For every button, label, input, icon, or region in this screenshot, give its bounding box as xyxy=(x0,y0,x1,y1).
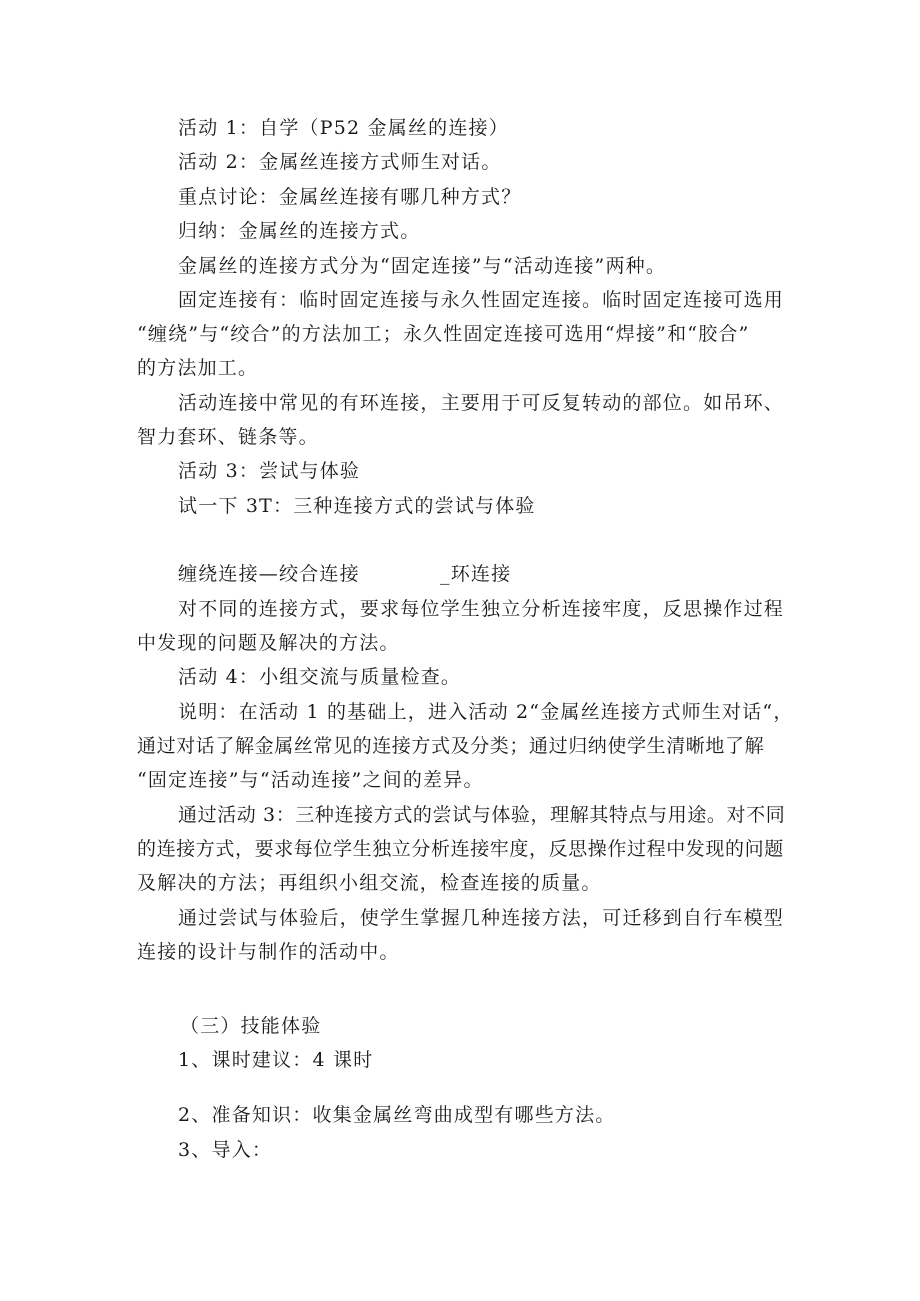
text-line: 通过活动 3：三种连接方式的尝试与体验，理解其特点与用途。对不同 xyxy=(178,804,786,826)
text-line: 通过对话了解金属丝常见的连接方式及分类；通过归纳使学生清晰地了解 xyxy=(137,735,765,757)
text-line: 中发现的问题及解决的方法。 xyxy=(137,632,400,654)
text-line: 活动 4：小组交流与质量检查。 xyxy=(178,666,462,688)
text-line: 活动 3：尝试与体验 xyxy=(178,460,361,482)
text-line: 通过尝试与体验后，使学生掌握几种连接方法，可迁移到自行车模型 xyxy=(178,907,785,929)
text-line: 金属丝的连接方式分为“固定连接”与“活动连接”两种。 xyxy=(178,255,667,277)
text-line: 对不同的连接方式，要求每位学生独立分析连接牢度，反思操作过程 xyxy=(178,598,785,620)
text-line: 活动 1：自学（P52 金属丝的连接） xyxy=(178,117,509,139)
text-line: _环连接 xyxy=(440,563,512,585)
text-line: 的方法加工。 xyxy=(137,357,259,379)
section-heading: （三）技能体验 xyxy=(180,1015,322,1037)
text-line: 连接的设计与制作的活动中。 xyxy=(137,941,400,963)
text-line: 重点讨论：金属丝连接有哪几种方式？ xyxy=(178,186,522,208)
text-line: 智力套环、链条等。 xyxy=(137,426,319,448)
text-line: “缠绕”与“绞合”的方法加工；永久性固定连接可选用“焊接”和“胶合” xyxy=(137,323,750,345)
text-line: 3、导入： xyxy=(178,1139,273,1161)
text-line: 说明：在活动 1 的基础上，进入活动 2“金属丝连接方式师生对话“， xyxy=(178,701,794,723)
text-line: 固定连接有：临时固定连接与永久性固定连接。临时固定连接可选用 xyxy=(178,289,785,311)
text-line: 的连接方式，要求每位学生独立分析连接牢度，反思操作过程中发现的问题 xyxy=(137,838,784,860)
text-line: 试一下 3T：三种连接方式的尝试与体验 xyxy=(178,495,536,517)
text-line: 2、准备知识：收集金属丝弯曲成型有哪些方法。 xyxy=(178,1104,616,1126)
text-line: 1、课时建议：4 课时 xyxy=(178,1049,374,1071)
text-line: 活动 2：金属丝连接方式师生对话。 xyxy=(178,151,502,173)
text-line: 及解决的方法；再组织小组交流，检查连接的质量。 xyxy=(137,872,602,894)
text-line: “固定连接”与“活动连接”之间的差异。 xyxy=(137,769,484,791)
text-line: 归纳：金属丝的连接方式。 xyxy=(178,220,421,242)
text-line: 缠绕连接—绞合连接 xyxy=(178,563,360,585)
text-line: 活动连接中常见的有环连接，主要用于可反复转动的部位。如吊环、 xyxy=(178,392,785,414)
